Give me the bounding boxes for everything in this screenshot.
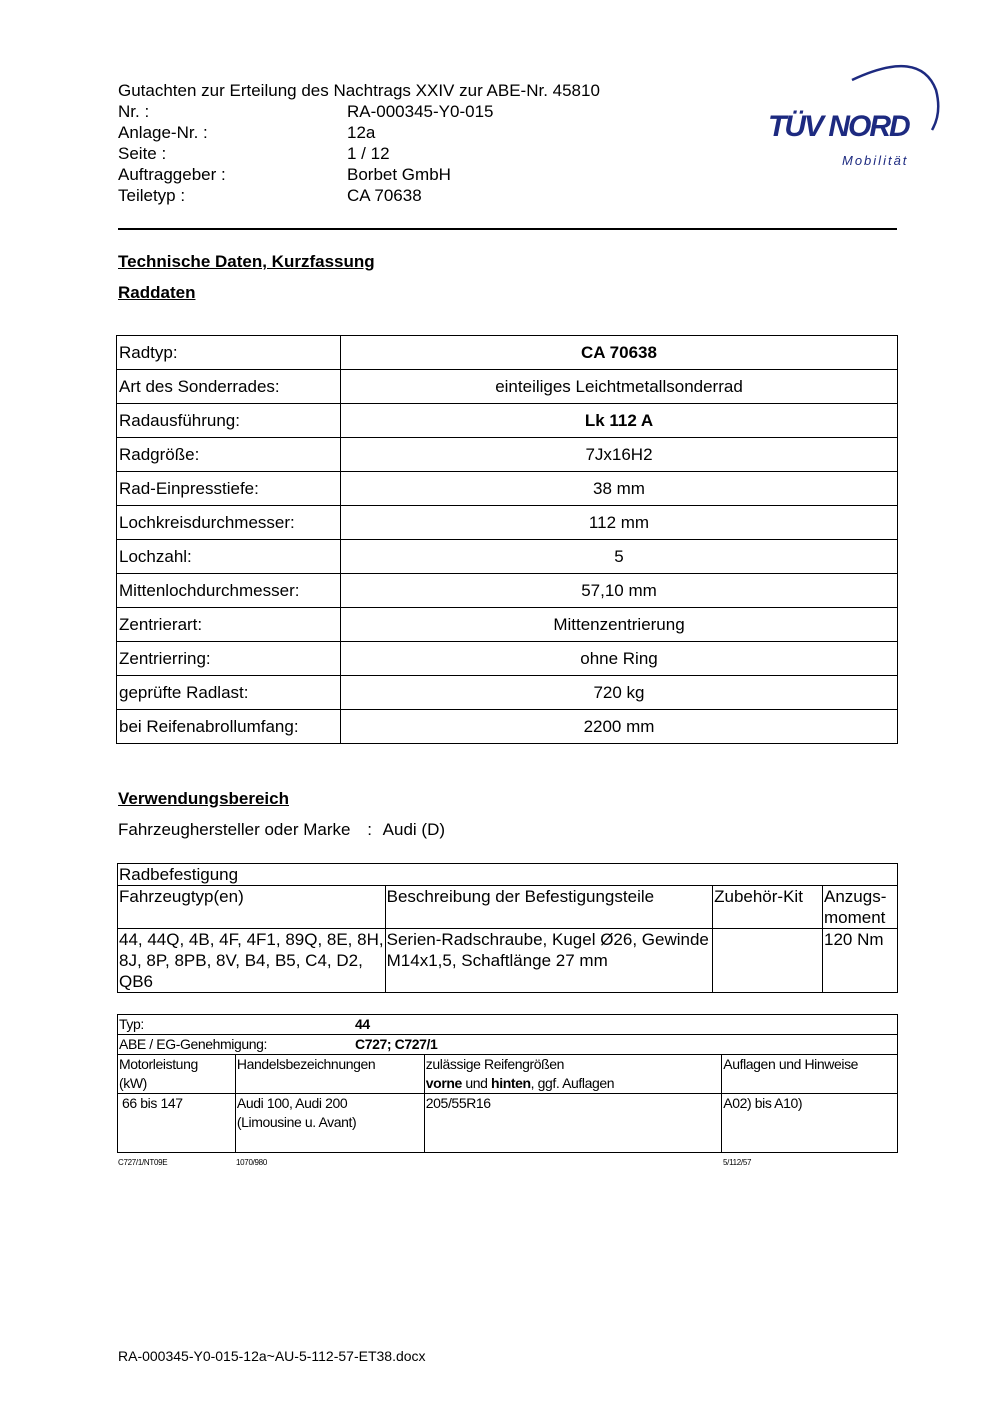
footnote-code: 1070/980 [236,1158,267,1167]
abe-label: ABE / EG-Genehmigung: [119,1036,268,1052]
raddaten-table [116,335,898,744]
column-header-line [426,1074,720,1093]
footnote-code: 5/112/57 [723,1158,752,1167]
column-header: Auflagen und Hinweise [722,1055,898,1094]
row-label: Lochzahl: [117,540,341,574]
row-value: Lk 112 A [341,404,898,438]
table-row [117,472,898,506]
table-cell: 120 Nm [823,929,898,993]
header-value: Borbet GmbH [347,165,451,184]
row-label: Rad-Einpresstiefe: [117,472,341,506]
header-row-nr [118,101,600,122]
manufacturer-line [118,820,445,840]
table-row [117,506,898,540]
footnote-code: C727/1/NT09E [118,1158,168,1167]
typ-value: 44 [355,1016,370,1032]
radbefestigung-table [117,863,898,993]
document-title: Gutachten zur Erteilung des Nachtrags XXIV zur ABE-Nr. 45810 [118,81,600,100]
abe-row [118,1035,898,1055]
column-header: Handelsbezeichnungen [235,1055,424,1094]
table-cell [713,929,823,993]
column-header: Beschreibung der Befestigungsteile [385,886,712,929]
vorne-text: vorne [425,1075,462,1091]
row-value: CA 70638 [341,336,898,370]
manufacturer-label: Fahrzeughersteller oder Marke [118,820,351,839]
row-value: 5 [341,540,898,574]
typ-table [117,1014,898,1153]
document-filename: RA-000345-Y0-015-12a~AU-5-112-57-ET38.docx [118,1348,426,1364]
tuev-nord-logo-graphic [760,58,940,173]
row-value: 112 mm [341,506,898,540]
table-row [117,642,898,676]
table-cell: 44, 44Q, 4B, 4F, 4F1, 89Q, 8E, 8H, 8J, 8P, 8PB, 8V, B4, B5, C4, D2, QB6 [119,930,384,991]
table-row [118,886,898,929]
row-value: 38 mm [341,472,898,506]
column-header [424,1055,721,1094]
row-label: Zentrierart: [117,608,341,642]
header-value: 1 / 12 [347,144,390,163]
table-row [117,404,898,438]
row-value: einteiliges Leichtmetallsonderrad [341,370,898,404]
table-row [117,438,898,472]
tuev-nord-logo [760,58,940,173]
logo-subtitle-text: Mobilität [842,153,909,168]
table-row [118,1055,898,1094]
raddaten-heading: Raddaten [118,283,196,302]
typ-label: Typ: [119,1016,144,1032]
header-value: CA 70638 [347,186,422,205]
row-value: 2200 mm [341,710,898,744]
manufacturer-separator: : [367,820,372,839]
manufacturer-value: Audi (D) [382,820,446,839]
logo-brand-text: TÜV NORD [768,110,909,143]
header-label: Teiletyp : [118,186,186,205]
row-label: Radtyp: [117,336,341,370]
row-label: Lochkreisdurchmesser: [117,506,341,540]
table-cell: A02) bis A10) [722,1094,898,1153]
table-row [117,336,898,370]
header-label: Auftraggeber : [118,165,226,184]
table-cell: 205/55R16 [424,1094,721,1153]
column-header-line: zulässige Reifengrößen [425,1056,565,1072]
table-row [117,574,898,608]
verwendung-heading: Verwendungsbereich [118,789,289,808]
document-header [118,80,600,206]
radbefestigung-title: Radbefestigung [118,864,898,886]
row-value: 57,10 mm [341,574,898,608]
header-value: 12a [347,123,376,142]
table-row [118,929,898,993]
typ-row [118,1015,898,1035]
section-title: Technische Daten, Kurzfassung [118,252,375,271]
rest-text: , ggf. Auflagen [530,1075,615,1091]
row-label: Mittenlochdurchmesser: [117,574,341,608]
abe-value: C727; C727/1 [355,1036,438,1052]
header-divider [118,228,897,230]
column-header: Motorleistung (kW) [118,1055,236,1094]
header-label: Anlage-Nr. : [118,123,208,142]
table-cell: Serien-Radschraube, Kugel Ø26, Gewinde M14x1,5, Schaftlänge 27 mm [385,929,712,993]
table-row [117,710,898,744]
header-label: Seite : [118,144,167,163]
table-row [117,608,898,642]
row-value: 720 kg [341,676,898,710]
header-row-teiletyp [118,185,600,206]
header-value: RA-000345-Y0-015 [347,102,494,121]
row-label: geprüfte Radlast: [117,676,341,710]
column-header: Anzugs- moment [823,886,898,929]
table-row [118,1094,898,1153]
column-header: Zubehör-Kit [713,886,823,929]
table-row [117,676,898,710]
header-row-seite [118,143,600,164]
und-text: und [461,1075,492,1091]
header-row-anlage [118,122,600,143]
table-cell: 66 bis 147 [118,1094,236,1153]
table-row [118,864,898,886]
row-label: Zentrierring: [117,642,341,676]
row-label: Art des Sonderrades: [117,370,341,404]
table-cell: Audi 100, Audi 200 (Limousine u. Avant) [235,1094,424,1153]
row-label: Radgröße: [117,438,341,472]
row-value: 7Jx16H2 [341,438,898,472]
row-value: Mittenzentrierung [341,608,898,642]
table-row [117,370,898,404]
row-label: Radausführung: [117,404,341,438]
table-row [117,540,898,574]
header-row-auftraggeber [118,164,600,185]
header-label: Nr. : [118,102,150,121]
table-row [118,1035,898,1055]
table-row [118,1015,898,1035]
hinten-text: hinten [491,1075,531,1091]
column-header: Fahrzeugtyp(en) [118,886,386,929]
row-label: bei Reifenabrollumfang: [117,710,341,744]
row-value: ohne Ring [341,642,898,676]
